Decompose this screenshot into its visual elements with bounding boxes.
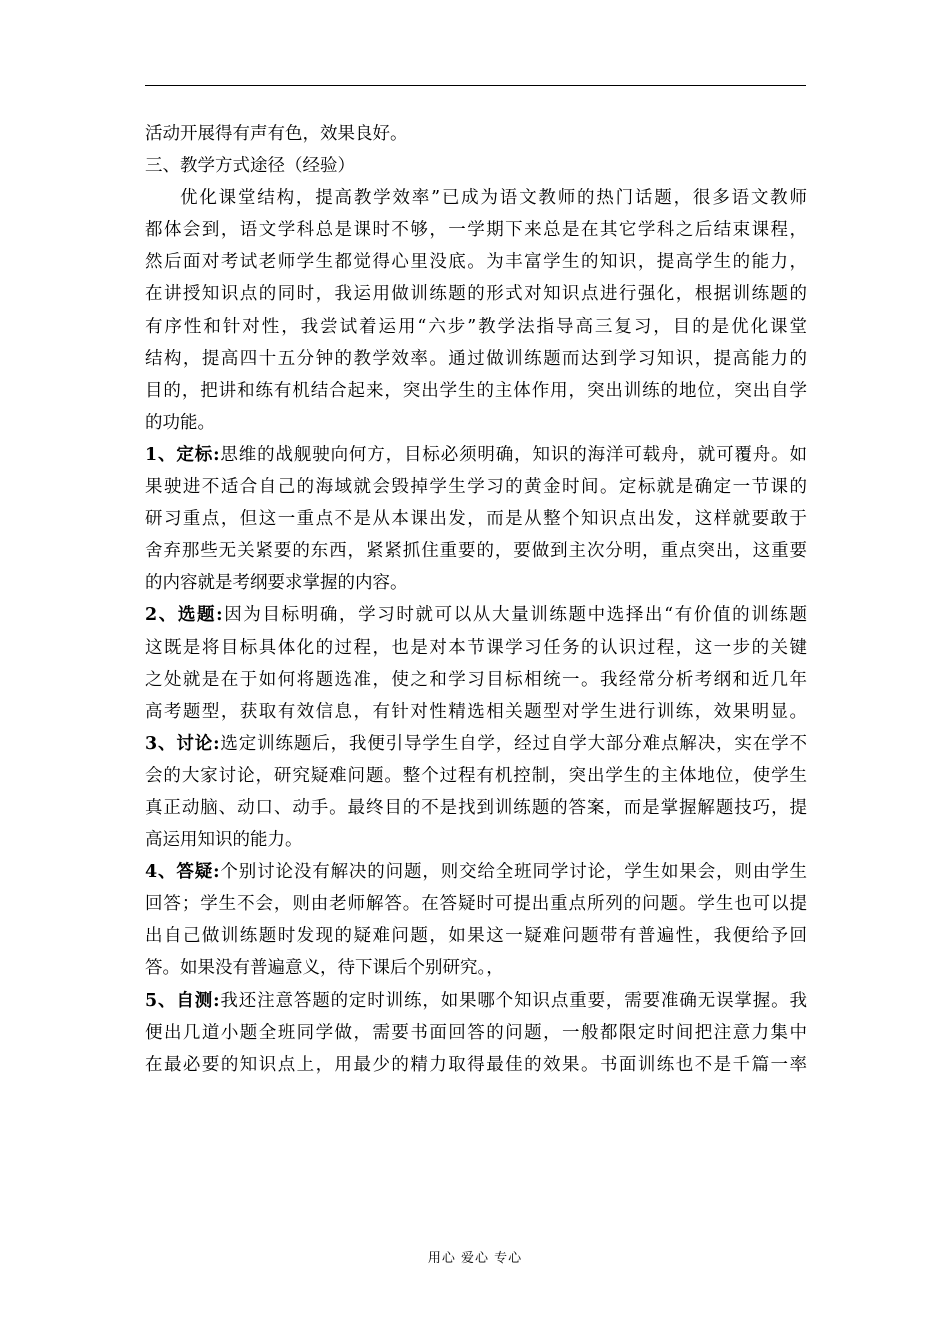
line-text: 答。如果没有普遍意义，待下课后个别研究。， (145, 958, 504, 979)
line-text: 果驶进不适合自己的海域就会毁掉学生学习的黄金时间。定标就是确定一节课的 (145, 477, 807, 498)
line-text: 都体会到，语文学科总是课时不够，一学期下来总是在其它学科之后结束课程， (145, 220, 807, 241)
line-text: 优化课堂结构，提高教学效率”已成为语文教师的热门话题，很多语文教师 (180, 188, 807, 209)
page-footer: 用心 爱心 专心 (427, 1251, 523, 1266)
text-line (145, 118, 807, 150)
step-label: 2、选题: (145, 605, 223, 626)
text-line (145, 632, 807, 664)
line-text: 的内容就是考纲要求掌握的内容。 (145, 573, 408, 594)
text-line (145, 985, 807, 1017)
line-text: 会的大家讨论，研究疑难问题。整个过程有机控制，突出学生的主体地位，使学生 (145, 765, 807, 786)
line-text: 在最必要的知识点上，用最少的精力取得最佳的效果。书面训练也不是千篇一率 (145, 1054, 807, 1075)
line-text: 便出几道小题全班同学做，需要书面回答的问题，一般都限定时间把注意力集中 (145, 1022, 807, 1043)
text-line (145, 664, 807, 696)
line-text: 结构，提高四十五分钟的教学效率。通过做训练题而达到学习知识，提高能力的 (145, 348, 807, 369)
line-text: 目的，把讲和练有机结合起来，突出学生的主体作用，突出训练的地位，突出自学 (145, 380, 807, 401)
text-line (145, 760, 807, 792)
line-text: 舍弃那些无关紧要的东西，紧紧抓住重要的，要做到主次分明，重点突出，这重要 (145, 541, 807, 562)
step-label: 3、讨论: (145, 733, 220, 754)
text-line (145, 182, 807, 214)
text-line (145, 214, 807, 246)
text-line (145, 375, 807, 407)
line-text: 在讲授知识点的同时，我运用做训练题的形式对知识点进行强化，根据训练题的 (145, 284, 807, 305)
text-line (145, 150, 807, 182)
text-line (145, 246, 807, 278)
text-line (145, 888, 807, 920)
line-text: 研习重点，但这一重点不是从本课出发，而是从整个知识点出发，这样就要敢于 (145, 509, 807, 530)
text-line (145, 471, 807, 503)
text-line (145, 728, 807, 760)
line-text: 有序性和针对性，我尝试着运用“六步”教学法指导高三复习，目的是优化课堂 (145, 316, 807, 337)
text-line (145, 1049, 807, 1081)
header-rule (145, 85, 806, 86)
text-line (145, 407, 807, 439)
step-label: 5、自测: (145, 990, 220, 1011)
text-line (145, 311, 807, 343)
text-line (145, 535, 807, 567)
line-text: 三、教学方式途径（经验） (145, 156, 355, 177)
line-text: 因为目标明确，学习时就可以从大量训练题中选择出“有价值的训练题 (222, 605, 807, 626)
line-text: 个别讨论没有解决的问题，则交给全班同学讨论，学生如果会，则由学生 (219, 862, 808, 883)
text-line (145, 824, 807, 856)
line-text: 之处就是在于如何将题选准，使之和学习目标相统一。我经常分析考纲和近几年 (145, 669, 807, 690)
line-text: 思维的战舰驶向何方，目标必须明确，知识的海洋可载舟，就可覆舟。如 (219, 444, 808, 465)
text-line (145, 856, 807, 888)
text-line (145, 567, 807, 599)
line-text: 然后面对考试老师学生都觉得心里没底。为丰富学生的知识，提高学生的能力， (145, 252, 807, 273)
text-line (145, 278, 807, 310)
text-line (145, 1017, 807, 1049)
line-text: 选定训练题后，我便引导学生自学，经过自学大部分难点解决，实在学不 (219, 733, 808, 754)
line-text: 高运用知识的能力。 (145, 830, 303, 851)
line-text: 这既是将目标具体化的过程，也是对本节课学习任务的认识过程，这一步的关键 (145, 637, 807, 658)
line-text: 我还注意答题的定时训练，如果哪个知识点重要，需要准确无误掌握。我 (219, 990, 808, 1011)
line-text: 活动开展得有声有色，效果良好。 (145, 124, 408, 144)
line-text: 的功能。 (145, 412, 215, 433)
step-label: 1、定标: (145, 444, 220, 465)
line-text: 高考题型，获取有效信息，有针对性精选相关题型对学生进行训练，效果明显。 (145, 701, 807, 722)
step-label: 4、答疑: (145, 862, 220, 883)
text-line (145, 343, 807, 375)
line-text: 真正动脑、动口、动手。最终目的不是找到训练题的答案，而是掌握解题技巧，提 (145, 797, 807, 818)
document-body (145, 118, 807, 1081)
text-line (145, 439, 807, 471)
text-line (145, 920, 807, 952)
text-line (145, 599, 807, 631)
line-text: 出自己做训练题时发现的疑难问题，如果这一疑难问题带有普遍性，我便给予回 (145, 926, 807, 947)
text-line (145, 503, 807, 535)
text-line (145, 792, 807, 824)
text-line (145, 952, 807, 984)
text-line (145, 696, 807, 728)
line-text: 回答；学生不会，则由老师解答。在答疑时可提出重点所列的问题。学生也可以提 (145, 894, 807, 915)
